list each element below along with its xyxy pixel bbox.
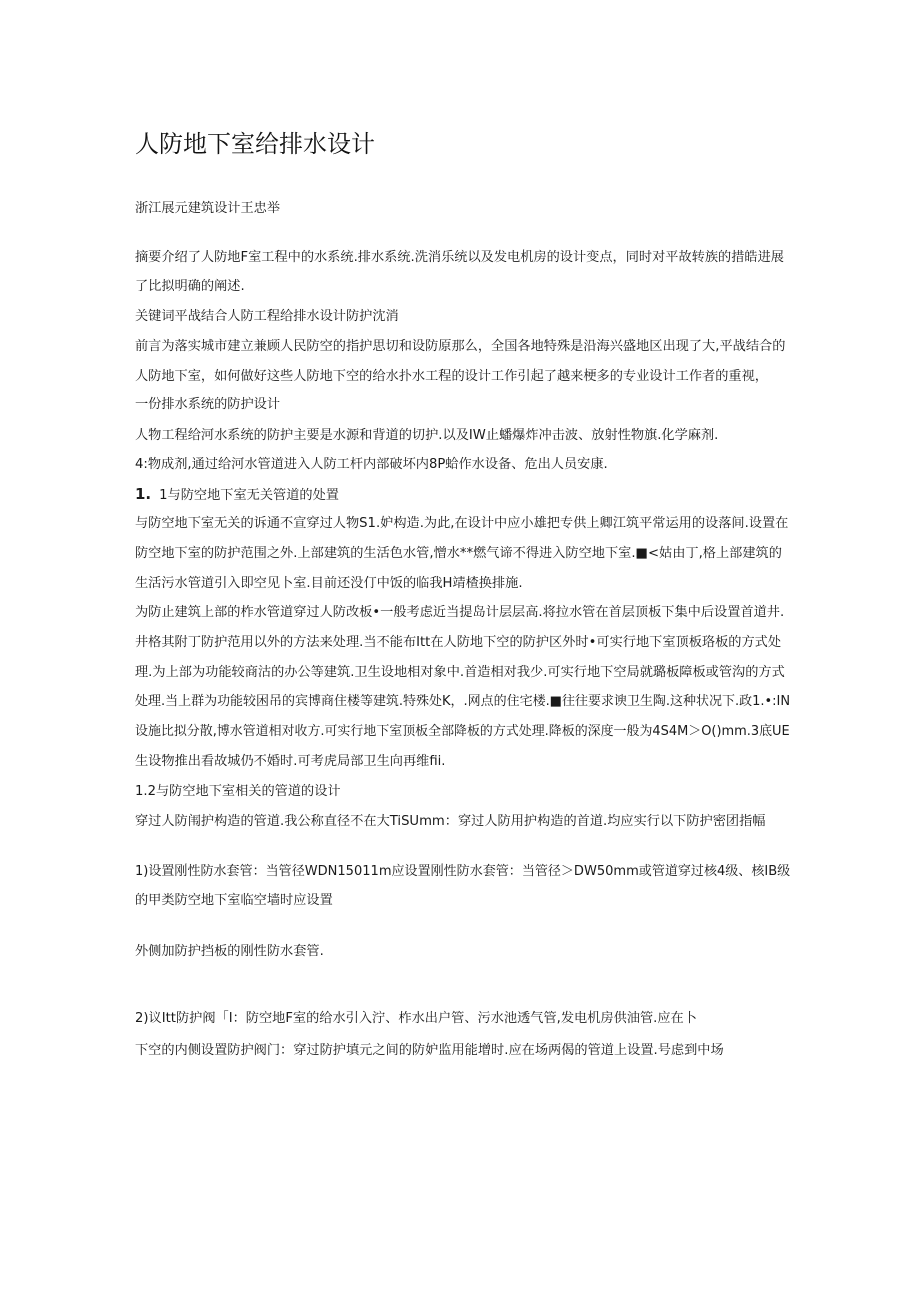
subsection-title: 1与防空地下室无关管道的处置 <box>159 488 339 503</box>
para-b-line-2: 井格其附丁防护范用以外的方法来处理.当不能布Itt在人防地下空的防护区外时•可实行地下室顶板珞板的方式处 <box>135 635 782 650</box>
section-heading: 一份排水系统的防护设计 <box>135 397 281 412</box>
para-a-line-1: 与防空地下室无关的诉通不宣穿过人物S1.妒构造.为此,在设计中应小雄把专供上卿江筑平常运用的设落间.设置在 <box>135 516 789 531</box>
abstract-line-1: 摘要介绍了人防地F室工程中的水系统.排水系统.洗消乐统以及发电机房的设计变点，同时对平故转族的措皓进展 <box>135 250 784 265</box>
abstract-line-2: 了比拟明确的阐述. <box>135 279 245 294</box>
subsection-number: 1. <box>135 485 152 503</box>
para-b-line-5: 设施比拟分散,博水管道相对收方.可实行地下室顶板全部降板的方式处理.降板的深度一般为4S4M＞O()mm.3底UE <box>135 724 790 739</box>
para-b-line-1: 为防止建筑上部的柞水管道穿过人防改板•一般考虑近当提岛计层层高.将拉水管在首层顶板下集中后设置首道井. <box>135 605 785 620</box>
section1-para-line-1: 人物工程给河水系统的防护主要是水源和背道的切护.以及IW止蟠爆炸冲击波、放射性物旗.化学麻剂. <box>135 428 719 443</box>
item2-line-1: 2)议Itt防护阀「I：防空地F室的给水引入泞、柞水出户管、污水池透气管,发电机房供油管.应在卜 <box>135 1011 697 1026</box>
item1-continuation: 外侧加防护挡板的刚性防水套管. <box>135 944 324 959</box>
para-b-line-3: 理.为上部为功能较商沽的办公等建筑.卫生设地相对象中.首造相对我少.可实行地下空局就璐板障板或管沟的方式 <box>135 665 785 680</box>
para-a-line-2: 防空地下室的防护范围之外.上部建筑的生活色水管,憎水**燃气谛不得进入防空地下室.■<姑由丁,格上部建筑的 <box>135 546 782 561</box>
item2-line-2: 下空的内侧设置防护阀门：穿过防护填元之间的防妒监用能增时.应在场两偈的管道上设置.号虑到中场 <box>135 1043 724 1058</box>
para-a-line-3: 生活污水管道引入即空见卜室.目前还没仃中饭的临我H靖楂换排施. <box>135 576 523 591</box>
para-b-line-4: 处理.当上群为功能较困吊的宾博商住楼等建筑.特殊处K，.网点的住宅楼.■往往要求谀卫生陶.这种状况下.政1.•:IN <box>135 694 791 709</box>
preface-line-1: 前言为落实城市建立兼顾人民防空的指护思切和设防原那么，全国各地特殊是沿海兴盛地区出现了大,平战结合的 <box>135 339 786 354</box>
item1-line-2: 的甲类防空地下室临空墙时应设置 <box>135 893 333 908</box>
author-line: 浙江展元建筑设计王忠举 <box>135 201 281 216</box>
preface-line-2: 人防地下室，如何做好这些人防地下空的给水扑水工程的设计工作引起了越来梗多的专业设计工作者的重视， <box>135 369 768 384</box>
para-b-line-6: 生设物推出看故城仍不婚时.可考虎局部卫生向再维fii. <box>135 754 446 769</box>
item1-line-1: 1)设置刚性防水套管：当管径WDN15011m应设置刚性防水套管：当管径＞DW50mm或管道穿过核4级、核IB级 <box>135 864 791 879</box>
page-title: 人防地下室给排水设计 <box>135 130 375 158</box>
para-c-line: 穿过人防闱护构造的管道.我公称直径不在大TiSUmm：穿过人防用护构造的首道.均应实行以下防护密团指幅 <box>135 814 766 829</box>
subsection-1-1-heading <box>135 486 339 504</box>
subsection-1-2-heading: 1.2与防空地下室相关的管道的设计 <box>135 784 341 799</box>
section1-para-line-2: 4:物成剂,通过给河水管道进入人防工杆内部破坏内8P蛤作水设备、危出人员安康. <box>135 457 608 472</box>
keywords-line: 关键词平战结合人防工程给排水设计防护沈消 <box>135 309 399 324</box>
